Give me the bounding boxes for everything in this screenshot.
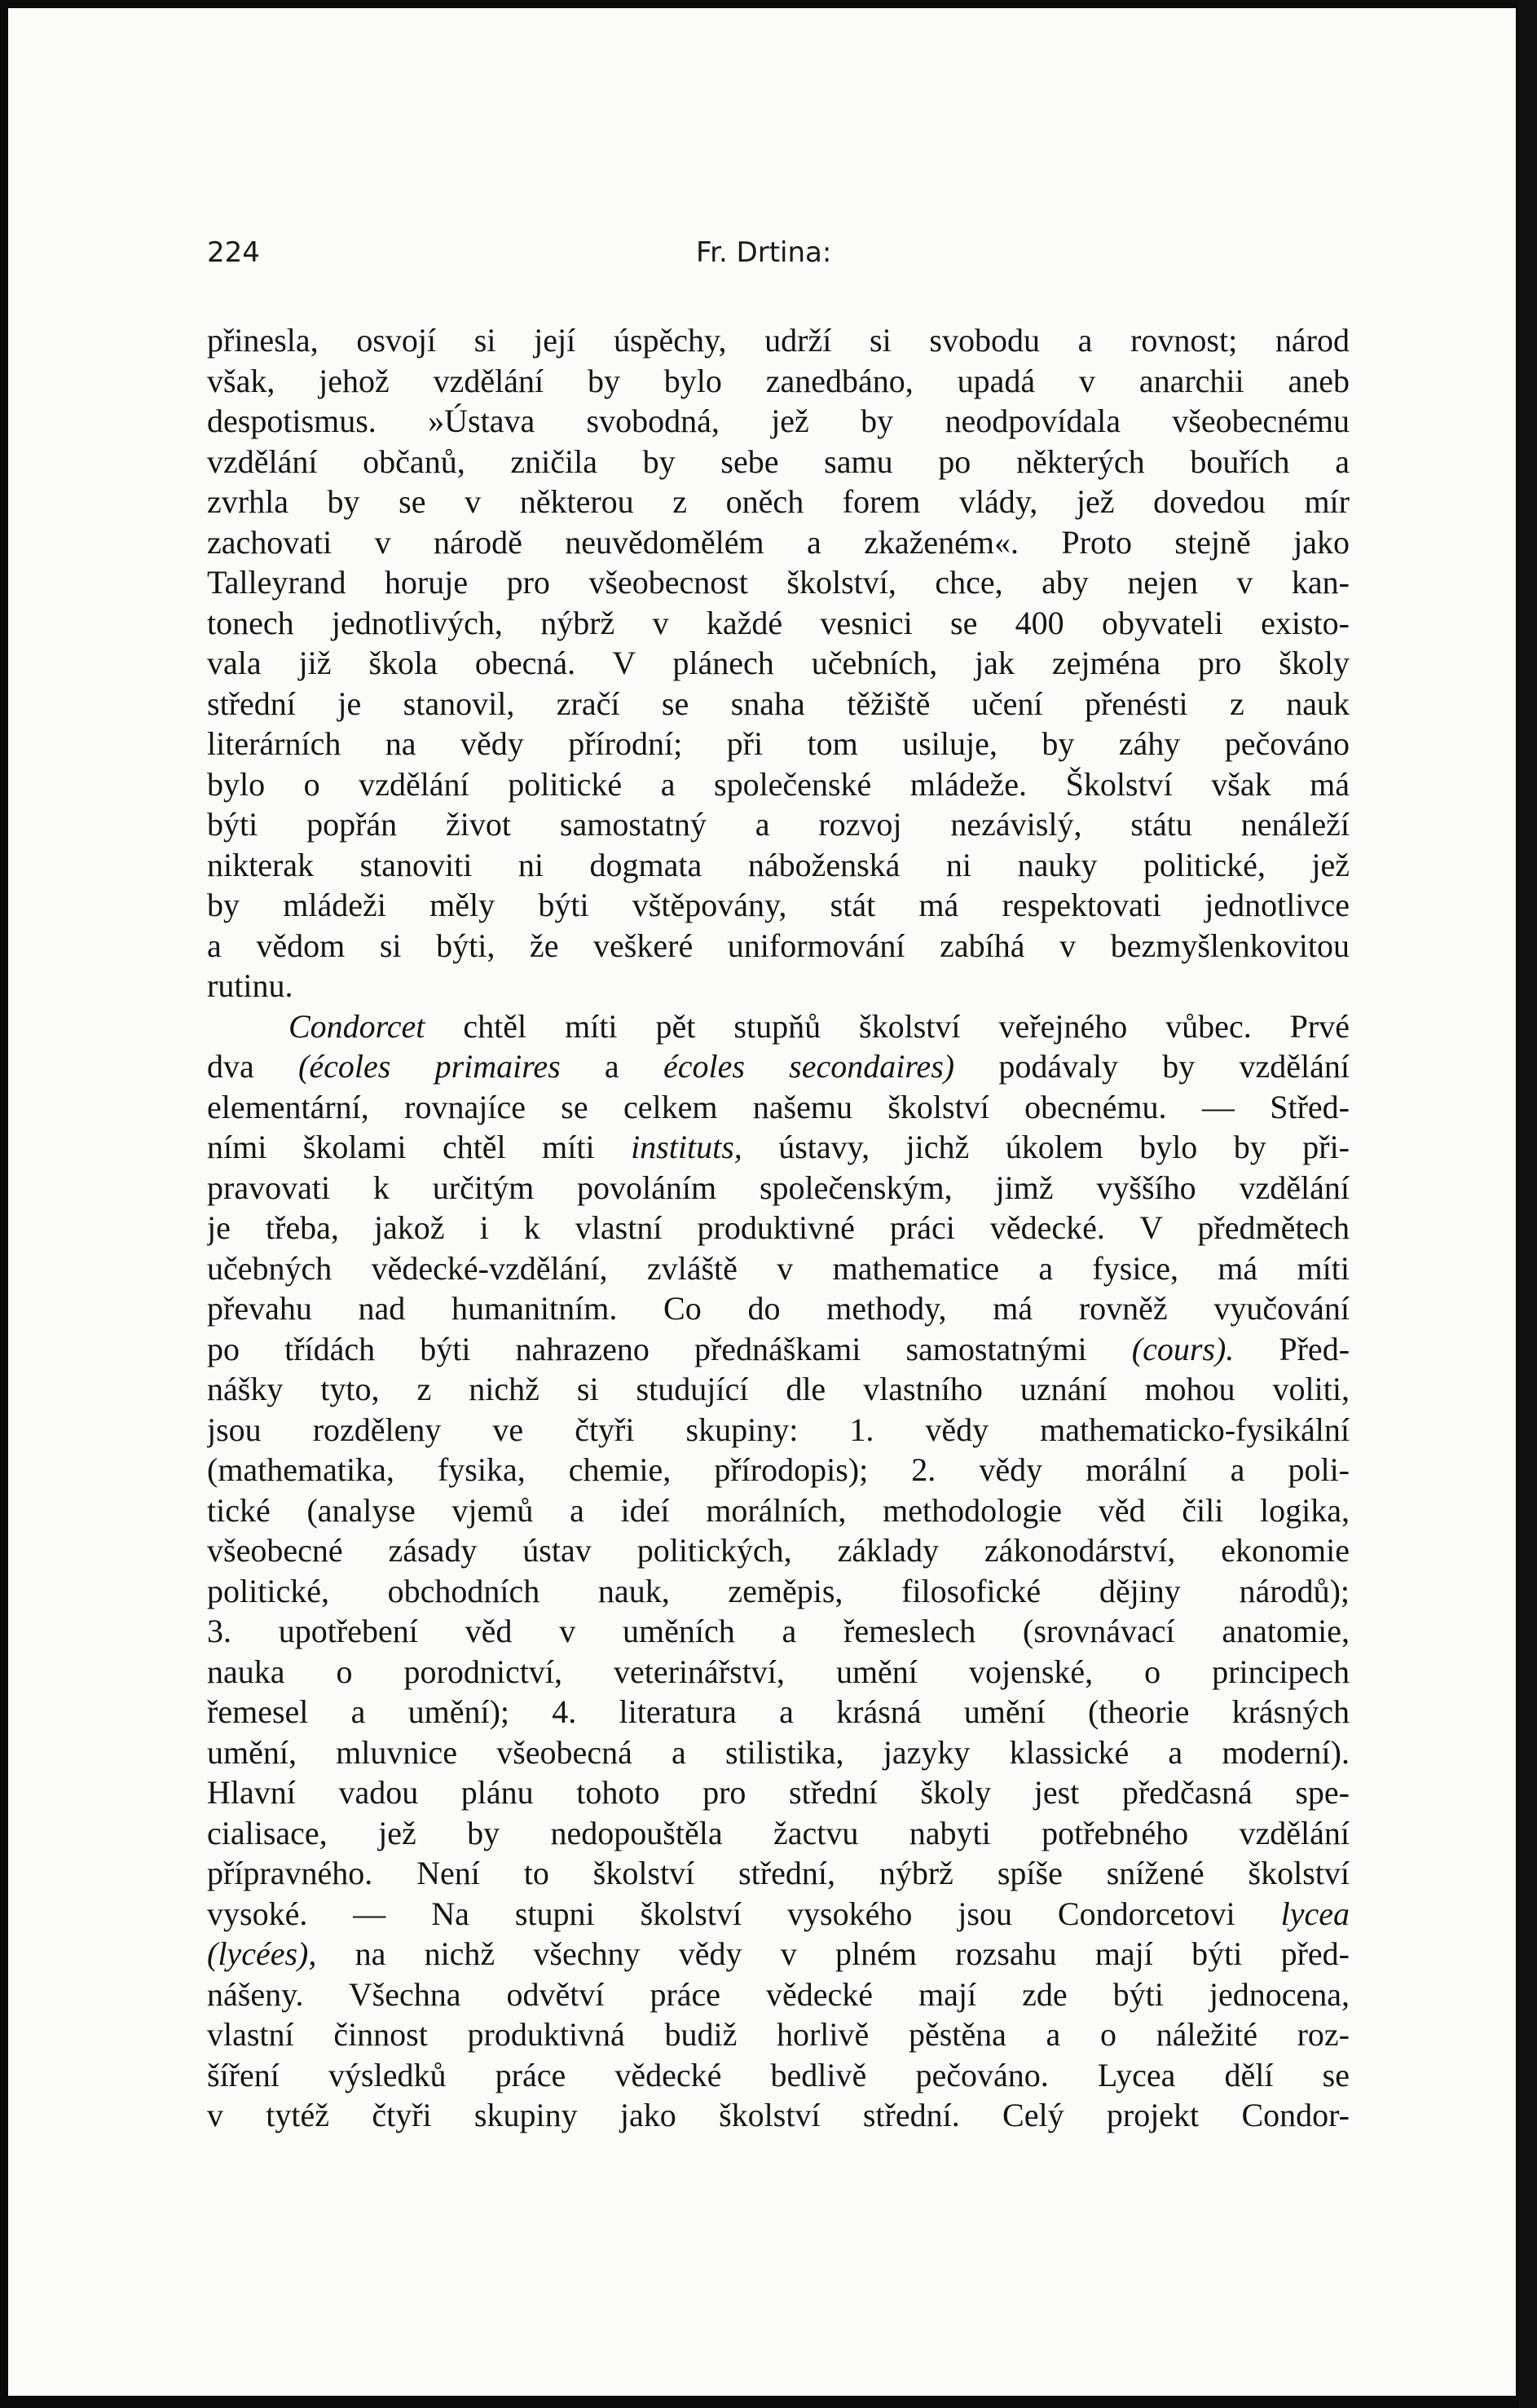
text-segment: zvrhla by se v některou z oněch forem vlády, jež dovedou mír — [207, 483, 1350, 520]
text-segment: podávaly by vzdělání — [954, 1048, 1350, 1085]
text-segment: převahu nad humanitním. Co do methody, má rovněž vyučování — [207, 1290, 1350, 1327]
text-line — [207, 1087, 1350, 1128]
text-segment: vlastní činnost produktivná budiž horlivě pěstěna a o náležité roz- — [207, 2016, 1350, 2053]
text-line — [207, 1692, 1350, 1732]
text-line — [207, 804, 1350, 845]
text-line — [207, 1813, 1350, 1854]
text-line — [207, 1490, 1350, 1531]
text-segment: tonech jednotlivých, nýbrž v každé vesnici se 400 obyvateli existo- — [207, 604, 1350, 641]
text-segment: přinesla, osvojí si její úspěchy, udrží si svobodu a rovnost; národ — [207, 322, 1350, 359]
scanned-page — [8, 8, 1516, 2396]
text-segment: učebných vědecké-vzdělání, zvláště v mathematice a fysice, má míti — [207, 1249, 1350, 1287]
text-segment: šíření výsledků práce vědecké bedlivě pečováno. Lycea dělí se — [207, 2056, 1350, 2093]
text-line — [207, 1611, 1350, 1652]
italic-text: écoles secondaires) — [663, 1048, 955, 1085]
text-segment: by mládeži měly býti vštěpovány, stát má respektovati jednotlivce — [207, 887, 1350, 923]
text-line — [207, 401, 1350, 442]
text-segment: cialisace, jež by nedopouštěla žactvu nabyti potřebného vzdělání — [207, 1814, 1350, 1851]
text-segment: vzdělání občanů, zničila by sebe samu po některých bouřích a — [207, 442, 1350, 480]
text-segment: nášky tyto, z nichž si studující dle vlastního uznání mohou voliti, — [207, 1371, 1350, 1407]
italic-text: (écoles primaires — [298, 1048, 561, 1085]
text-line — [207, 320, 1350, 361]
page-number: 224 — [207, 236, 260, 269]
text-segment: (mathematika, fysika, chemie, přírodopis); 2. vědy morální a poli- — [207, 1451, 1350, 1488]
text-segment: tické (analyse vjemů a ideí morálních, methodologie věd čili logika, — [207, 1491, 1350, 1529]
text-segment: všeobecné zásady ústav politických, základy zákonodárství, ekonomie — [207, 1532, 1350, 1569]
text-line — [207, 1168, 1350, 1208]
text-line — [207, 2014, 1350, 2055]
text-segment: po třídách býti nahrazeno přednáškami samostatnými — [207, 1330, 1132, 1367]
text-line — [207, 966, 1350, 1006]
text-segment: je třeba, jakož i k vlastní produktivné práci vědecké. V předmětech — [207, 1209, 1350, 1246]
text-segment: řemesel a umění); 4. literatura a krásná umění (theorie krásných — [207, 1693, 1350, 1730]
text-segment: a — [560, 1048, 663, 1085]
text-segment: 3. upotřebení věd v uměních a řemeslech (srovnávací anatomie, — [207, 1613, 1350, 1649]
text-line — [207, 1329, 1350, 1370]
text-line — [207, 926, 1350, 966]
text-segment: elementární, rovnajíce se celkem našemu školství obecnému. — Střed- — [207, 1088, 1350, 1125]
text-segment: nauka o porodnictví, veterinářství, umění vojenské, o principech — [207, 1653, 1350, 1690]
running-head: Fr. Drtina: — [696, 236, 832, 269]
text-segment: vala již škola obecná. V plánech učebních, jak zejména pro školy — [207, 645, 1350, 681]
text-segment: zachovati v národě neuvědomělém a zkaženém«. Proto stejně jako — [207, 523, 1350, 561]
text-line — [207, 764, 1350, 805]
text-segment: v tytéž čtyři skupiny jako školství střední. Celý projekt Condor- — [207, 2097, 1350, 2133]
text-segment: literárních na vědy přírodní; při tom usiluje, by záhy pečováno — [207, 725, 1350, 762]
italic-text: lycea — [1280, 1895, 1350, 1932]
italic-text: instituts, — [631, 1129, 742, 1165]
text-line — [207, 724, 1350, 764]
text-line — [207, 1974, 1350, 2015]
text-segment: nikterak stanoviti ni dogmata náboženská ni nauky politické, jež — [207, 846, 1350, 883]
text-line — [207, 2095, 1350, 2136]
italic-text: Condorcet — [288, 1007, 425, 1045]
text-segment: pravovati k určitým povoláním společenským, jimž vyššího vzdělání — [207, 1169, 1350, 1206]
text-line — [207, 1046, 1350, 1087]
text-segment: jsou rozděleny ve čtyři skupiny: 1. vědy mathematicko-fysikální — [207, 1411, 1350, 1448]
text-segment: vysoké. — Na stupni školství vysokého jsou Condorcetovi — [207, 1895, 1281, 1932]
text-line — [207, 522, 1350, 563]
text-line — [207, 1208, 1350, 1248]
text-line — [207, 1772, 1350, 1813]
text-segment: despotismus. »Ústava svobodná, jež by neodpovídala všeobecnému — [207, 403, 1350, 439]
text-segment: na nichž všechny vědy v plném rozsahu mají býti před- — [316, 1935, 1350, 1972]
text-line — [207, 1853, 1350, 1894]
text-line — [207, 1248, 1350, 1289]
text-line — [207, 562, 1350, 603]
body-text — [207, 320, 1350, 2136]
italic-text: (cours). — [1131, 1330, 1235, 1367]
text-segment: střední je stanovil, zračí se snaha těžiště učení přenésti z nauk — [207, 685, 1350, 722]
text-segment: umění, mluvnice všeobecná a stilistika, jazyky klassické a moderní). — [207, 1733, 1350, 1771]
text-line — [207, 1530, 1350, 1571]
text-segment: ními školami chtěl míti — [207, 1129, 632, 1165]
text-segment: býti popřán život samostatný a rozvoj nezávislý, státu nenáleží — [207, 806, 1350, 843]
text-segment: politické, obchodních nauk, zeměpis, filosofické dějiny národů); — [207, 1572, 1350, 1609]
text-segment: bylo o vzdělání politické a společenské mládeže. Školství však má — [207, 765, 1350, 803]
text-line — [207, 1732, 1350, 1773]
text-line — [207, 1127, 1350, 1168]
text-segment: Talleyrand horuje pro všeobecnost školství, chce, aby nejen v kan- — [207, 564, 1350, 601]
text-line — [207, 2055, 1350, 2096]
text-segment: Hlavní vadou plánu tohoto pro střední školy jest předčasná spe- — [207, 1774, 1350, 1811]
text-segment: rutinu. — [207, 967, 293, 1004]
text-segment: přípravného. Není to školství střední, nýbrž spíše snížené školství — [207, 1855, 1350, 1891]
text-line — [207, 845, 1350, 886]
text-line — [207, 603, 1350, 644]
text-line — [207, 885, 1350, 926]
text-segment: dva — [207, 1048, 299, 1085]
text-line — [207, 1410, 1350, 1451]
text-segment: a vědom si býti, že veškeré uniformování zabíhá v bezmyšlenkovitou — [207, 927, 1350, 964]
text-line — [207, 1934, 1350, 1974]
text-segment: ústavy, jichž úkolem bylo by při- — [742, 1129, 1350, 1165]
italic-text: (lycées), — [207, 1935, 317, 1972]
text-line — [207, 643, 1350, 684]
scan-border — [1519, 0, 1537, 2408]
text-segment: chtěl míti pět stupňů školství veřejného vůbec. Prvé — [425, 1007, 1350, 1045]
text-line — [207, 1288, 1350, 1329]
text-line — [207, 1369, 1350, 1410]
text-line — [207, 684, 1350, 724]
text-line — [207, 361, 1350, 402]
text-line — [207, 1450, 1350, 1490]
text-line — [207, 1571, 1350, 1612]
text-segment: Před- — [1234, 1330, 1350, 1367]
text-segment: nášeny. Všechna odvětví práce vědecké mají zde býti jednocena, — [207, 1975, 1350, 2013]
text-line — [207, 482, 1350, 522]
text-line — [207, 442, 1350, 482]
text-segment: však, jehož vzdělání by bylo zanedbáno, upadá v anarchii aneb — [207, 362, 1350, 399]
text-line — [207, 1652, 1350, 1693]
text-line — [207, 1894, 1350, 1935]
page-header — [207, 236, 1348, 285]
text-line — [207, 1006, 1350, 1047]
